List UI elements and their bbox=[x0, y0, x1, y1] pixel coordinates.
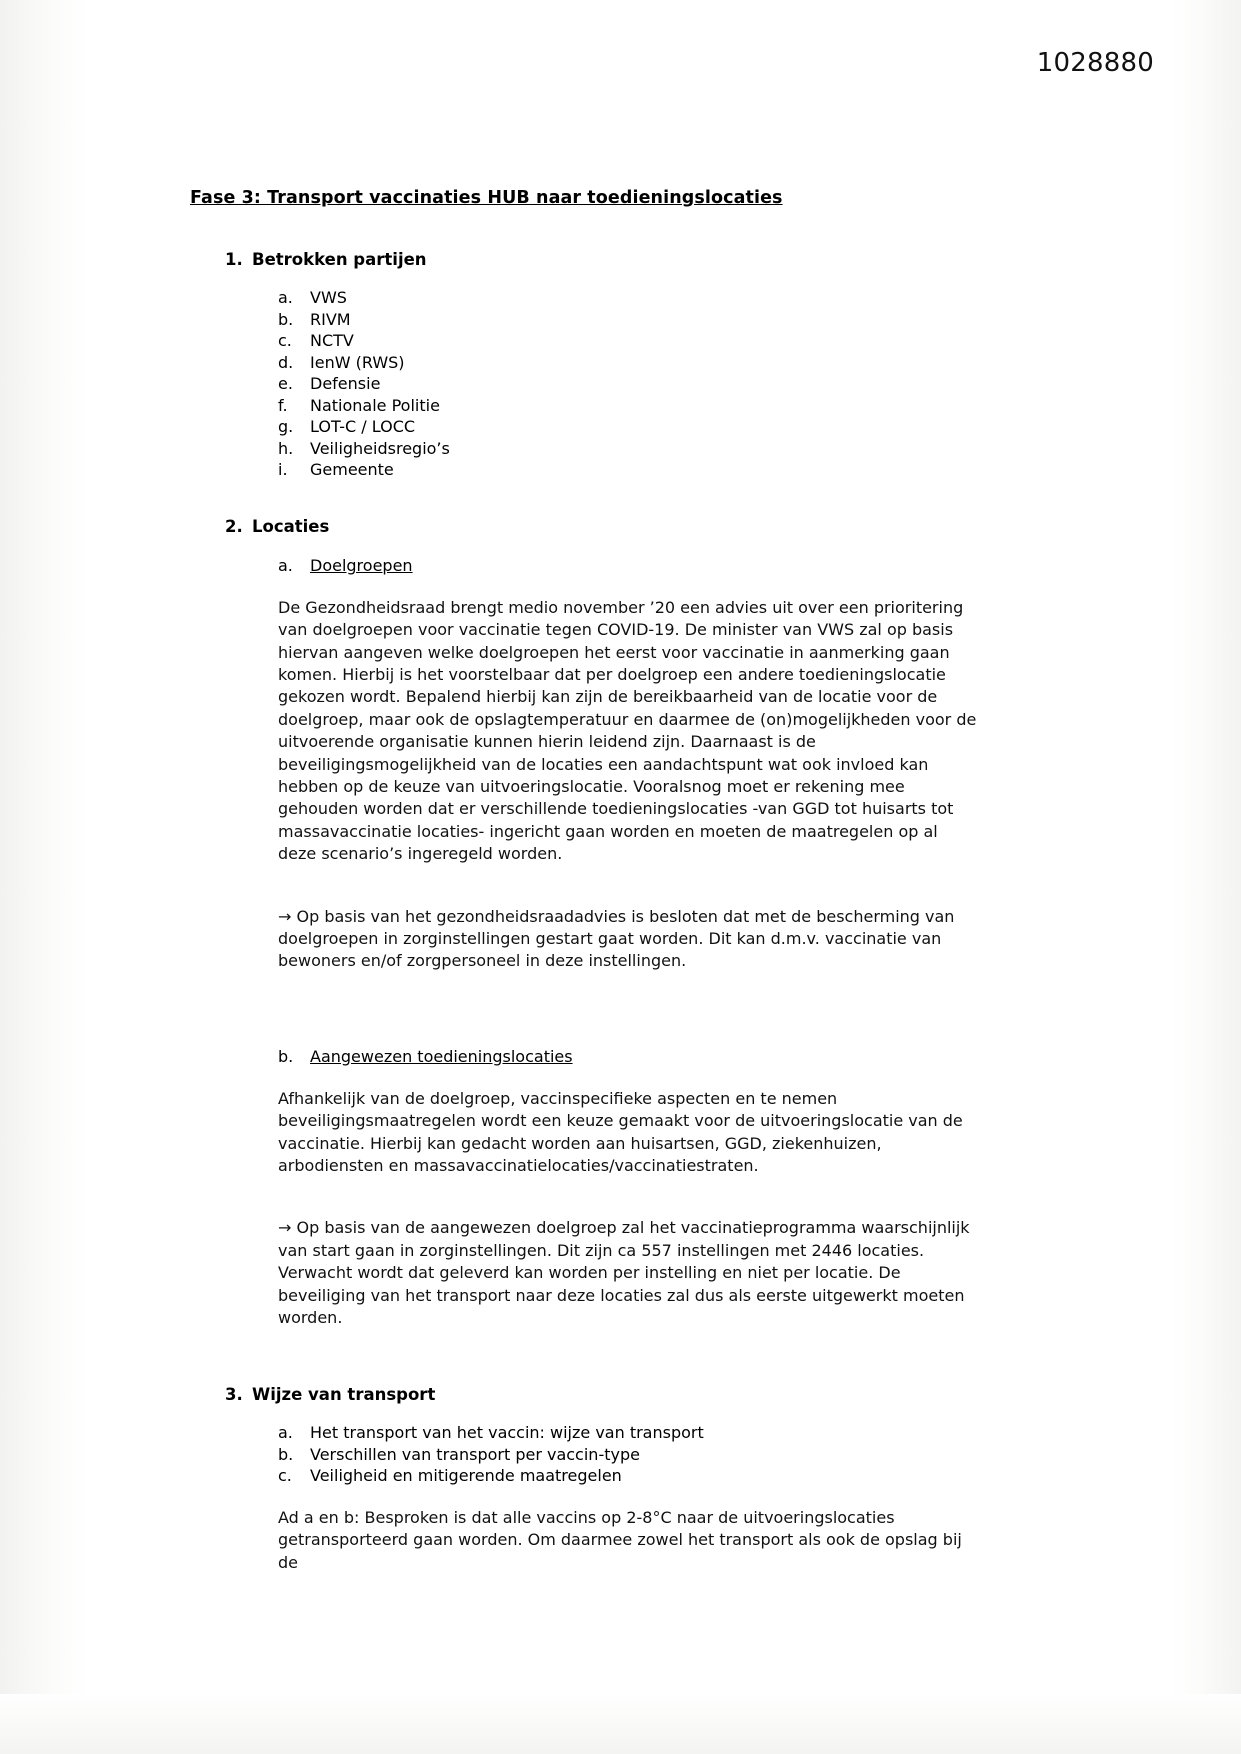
list-label: Defensie bbox=[310, 374, 381, 394]
list-label: RIVM bbox=[310, 309, 351, 329]
document-number: 1028880 bbox=[1036, 48, 1154, 78]
list-item bbox=[190, 440, 980, 459]
subsection-heading-doelgroepen bbox=[190, 556, 980, 575]
list-label: LOT-C / LOCC bbox=[310, 417, 416, 437]
list-marker: b. bbox=[278, 1444, 294, 1464]
list-item bbox=[190, 332, 980, 351]
list-marker: c. bbox=[278, 331, 292, 351]
paragraph-conclusion: → Op basis van de aangewezen doelgroep zal het vaccinatieprogramma waarschijnlijk van start gaan in zorginstellingen. Dit zijn ca 557 instellingen met 2446 locaties. Verwacht wordt dat geleverd kan worden per instelling en niet per locatie. De beveiliging van het transport naar deze locaties zal dus als eerste uitgewerkt moeten worden. bbox=[278, 1218, 970, 1327]
section-wijze-van-transport bbox=[190, 1385, 980, 1574]
scan-edge-bottom bbox=[0, 1694, 1241, 1754]
subsection-title: Aangewezen toedieningslocaties bbox=[310, 1046, 573, 1066]
list-item bbox=[190, 418, 980, 437]
list-label: VWS bbox=[310, 288, 347, 307]
list-marker: f. bbox=[278, 395, 288, 415]
section-locaties bbox=[190, 517, 980, 1329]
list-item bbox=[190, 1467, 980, 1486]
list-label: Veiligheid en mitigerende maatregelen bbox=[310, 1466, 622, 1486]
list-label: Veiligheidsregio’s bbox=[310, 438, 450, 458]
list-marker: a. bbox=[278, 1423, 293, 1443]
subsection-marker: a. bbox=[278, 555, 293, 575]
section-number: 2. bbox=[225, 516, 243, 536]
document-title: Fase 3: Transport vaccinaties HUB naar toedieningslocaties bbox=[190, 188, 783, 208]
list-marker: b. bbox=[278, 309, 294, 329]
paragraph-conclusion: → Op basis van het gezondheidsraadadvies is besloten dat met de bescherming van doelgroepen in zorginstellingen gestart gaat worden. Dit kan d.m.v. vaccinatie van bewoners en/of zorgpersoneel in deze instellingen. bbox=[278, 906, 955, 971]
party-list bbox=[190, 289, 980, 480]
list-label: Het transport van het vaccin: wijze van transport bbox=[310, 1423, 704, 1443]
document-body bbox=[190, 188, 980, 1574]
subsection-heading-aangewezen-toedieningslocaties bbox=[190, 1047, 980, 1066]
paragraph-continued: Ad a en b: Besproken is dat alle vaccins op 2-8°C naar de uitvoeringslocaties getransporteerd gaan worden. Om daarmee zowel het transport als ook de opslag bij de bbox=[278, 1507, 962, 1572]
list-item bbox=[190, 289, 980, 308]
list-label: IenW (RWS) bbox=[310, 352, 405, 372]
section-heading bbox=[190, 1385, 980, 1404]
list-marker: c. bbox=[278, 1466, 292, 1486]
paragraph: Afhankelijk van de doelgroep, vaccinspecifieke aspecten en te nemen beveiligingsmaatregelen wordt een keuze gemaakt voor de uitvoeringslocatie van de vaccinatie. Hierbij kan gedacht worden aan huisartsen, GGD, ziekenhuizen, arbodiensten en massavaccinatielocaties/vaccinatiestraten. bbox=[278, 1088, 963, 1175]
section-title: Locaties bbox=[252, 516, 330, 536]
list-label: NCTV bbox=[310, 331, 354, 351]
section-heading bbox=[190, 517, 980, 536]
list-label: Verschillen van transport per vaccin-type bbox=[310, 1444, 640, 1464]
list-item bbox=[190, 397, 980, 416]
transport-list bbox=[190, 1424, 980, 1486]
list-marker: i. bbox=[278, 460, 288, 480]
section-betrokken-partijen bbox=[190, 250, 980, 480]
list-item bbox=[190, 1446, 980, 1465]
list-item bbox=[190, 461, 980, 480]
paragraph: De Gezondheidsraad brengt medio november ’20 een advies uit over een prioritering van doelgroepen voor vaccinatie tegen COVID-19. De minister van VWS zal op basis hiervan aangeven welke doelgroepen het eerst voor vaccinatie in aanmerking gaan komen. Hierbij is het voorstelbaar dat per doelgroep een andere toedieningslocatie gekozen wordt. Bepalend hierbij kan zijn de bereikbaarheid van de locatie voor de doelgroep, maar ook de opslagtemperatuur en daarmee de (on)mogelijkheden voor de uitvoerende organisatie kunnen hierin leidend zijn. Daarnaast is de beveiligingsmogelijkheid van de locaties een aandachtspunt wat ook invloed kan hebben op de keuze van uitvoeringslocatie. Vooralsnog moet er rekening mee gehouden worden dat er verschillende toedieningslocaties -van GGD tot huisarts tot massavaccinatie locaties- ingericht gaan worden en moeten de maatregelen op al deze scenario’s ingeregeld worden. bbox=[278, 597, 977, 864]
list-item bbox=[190, 311, 980, 330]
list-marker: g. bbox=[278, 417, 294, 437]
list-label: Gemeente bbox=[310, 460, 394, 480]
list-marker: d. bbox=[278, 352, 294, 372]
scan-edge-left bbox=[0, 0, 88, 1754]
list-item bbox=[190, 354, 980, 373]
section-number: 3. bbox=[225, 1385, 243, 1405]
section-number: 1. bbox=[225, 250, 243, 269]
list-marker: h. bbox=[278, 438, 294, 458]
list-item bbox=[190, 1424, 980, 1443]
subsection-marker: b. bbox=[278, 1046, 294, 1066]
scan-edge-right bbox=[1171, 0, 1241, 1754]
section-heading bbox=[190, 250, 980, 269]
subsection-title: Doelgroepen bbox=[310, 555, 413, 575]
list-label: Nationale Politie bbox=[310, 395, 440, 415]
list-item bbox=[190, 375, 980, 394]
section-title: Betrokken partijen bbox=[252, 250, 427, 269]
section-title: Wijze van transport bbox=[252, 1385, 436, 1405]
list-marker: a. bbox=[278, 288, 293, 307]
list-marker: e. bbox=[278, 374, 293, 394]
